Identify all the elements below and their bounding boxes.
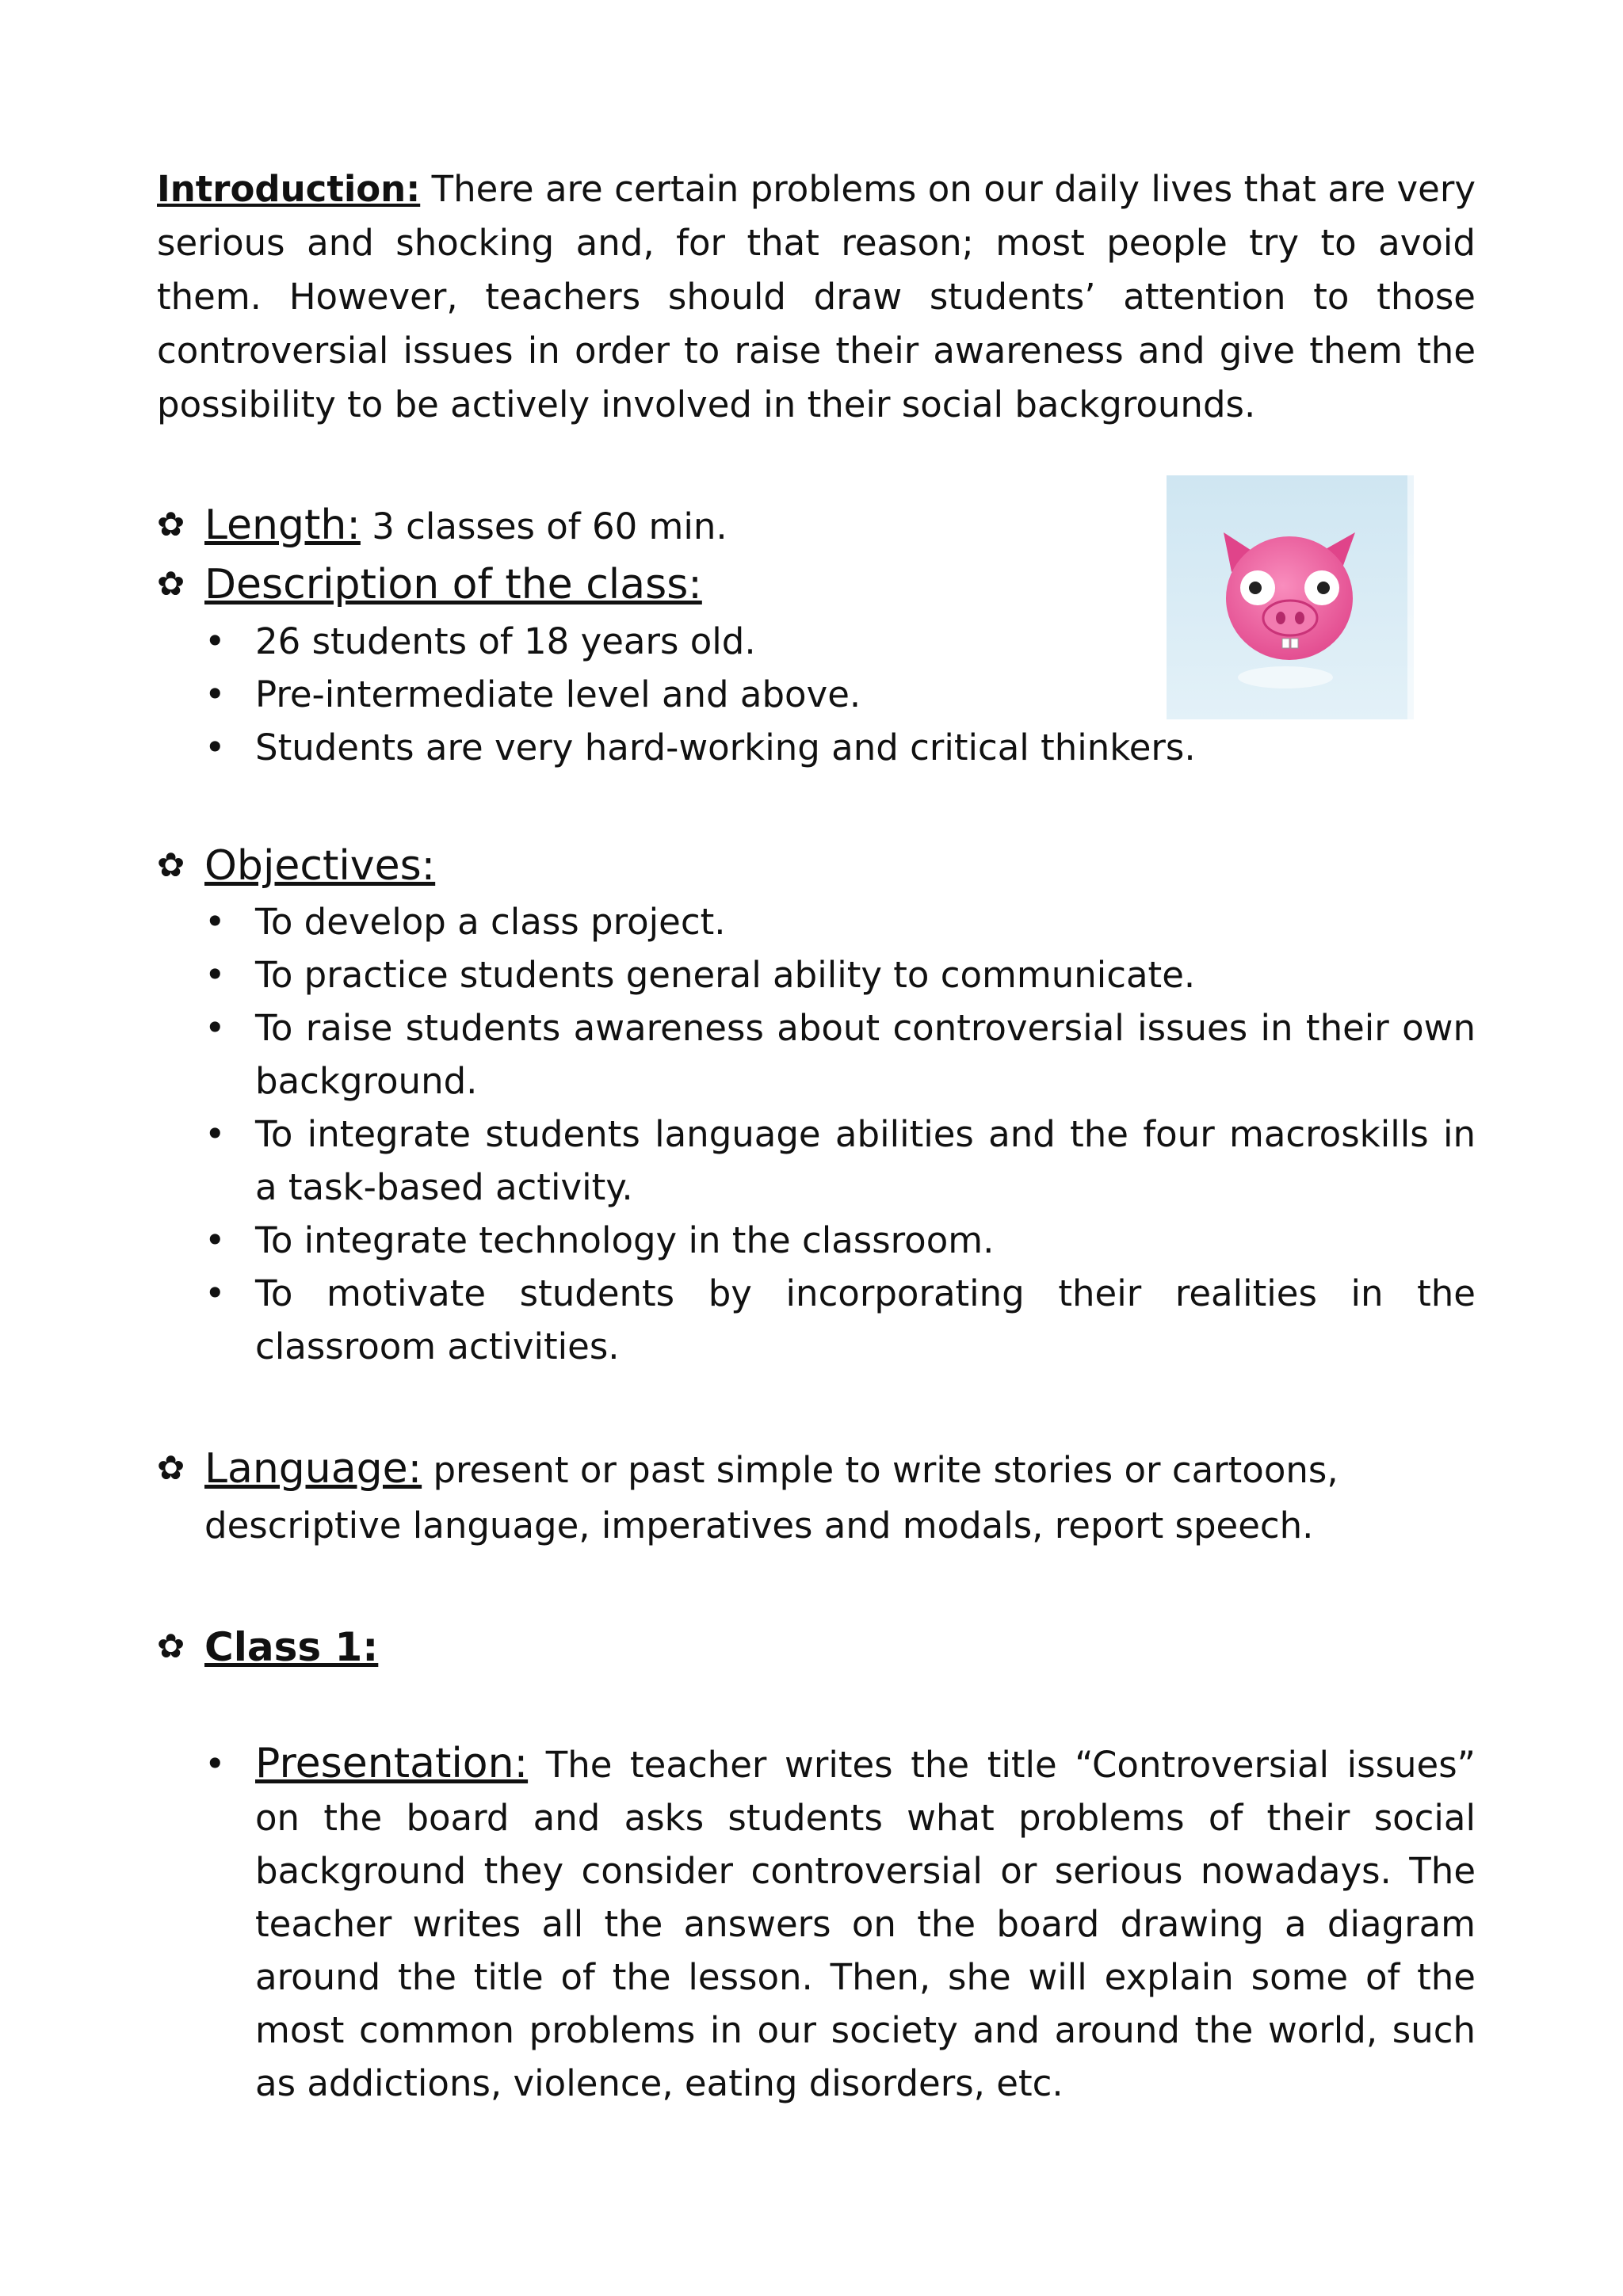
list-item: • To integrate technology in the classroom. [204,1214,1476,1267]
class1-list [204,1737,1476,2110]
language-paragraph [157,1440,1476,1554]
presentation-item [204,1737,1476,2110]
list-item: • To develop a class project. [204,895,1476,948]
presentation-label: Presentation: [255,1740,529,1787]
introduction-text: There are certain problems on our daily lives that are very serious and shocking and, for that reason; most people try to avoid them. However, teachers should draw students’ attention to those controversial issues in order to raise their awareness and give them the possibility to be actively involved in their social backgrounds. [157,168,1476,425]
flower-icon: ✿ [157,564,185,603]
introduction-label: Introduction: [157,168,421,210]
language-text-second: descriptive language, imperatives and modals, report speech. [204,1505,1314,1547]
length-label: Length: [204,502,361,549]
introduction-paragraph [157,162,1476,432]
list-item: • To integrate students language abilities and the four macroskills in a task-based activity. [204,1108,1476,1214]
pig-face-icon [1167,475,1414,719]
language-label: Language: [204,1445,422,1493]
list-item: • 26 students of 18 years old. [204,615,1476,668]
list-item: • To practice students general ability to communicate. [204,948,1476,1001]
flower-icon: ✿ [157,1448,185,1487]
class1-heading [157,1619,378,1675]
flower-icon: ✿ [157,845,185,884]
presentation-text: The teacher writes the title “Controversial issues” on the board and asks students what problems of their social background they consider controversial or serious nowadays. The teacher writes all the answers on the board drawing a diagram around the title of the lesson. Then, she will explain some of the most common problems in our society and around the world, such as addictions, violence, eating disorders, etc. [255,1744,1476,2104]
list-item: • To raise students awareness about controversial issues in their own background. [204,1001,1476,1108]
language-text-first: present or past simple to write stories or cartoons, [422,1449,1338,1491]
list-item: • Pre-intermediate level and above. [204,668,1476,721]
length-value: 3 classes of 60 min. [360,505,727,547]
objectives-label: Objectives: [204,842,436,890]
class1-label: Class 1: [204,1624,379,1670]
flower-icon: ✿ [157,1627,185,1665]
description-label: Description of the class: [204,561,702,608]
objectives-list [204,895,1476,1373]
list-item: • To motivate students by incorporating their realities in the classroom activities. [204,1267,1476,1373]
length-line [157,497,727,555]
flower-icon: ✿ [157,505,185,543]
list-item: • Students are very hard-working and critical thinkers. [204,721,1476,774]
description-heading [157,556,702,612]
objectives-heading [157,837,435,894]
pig-image [1167,475,1414,719]
